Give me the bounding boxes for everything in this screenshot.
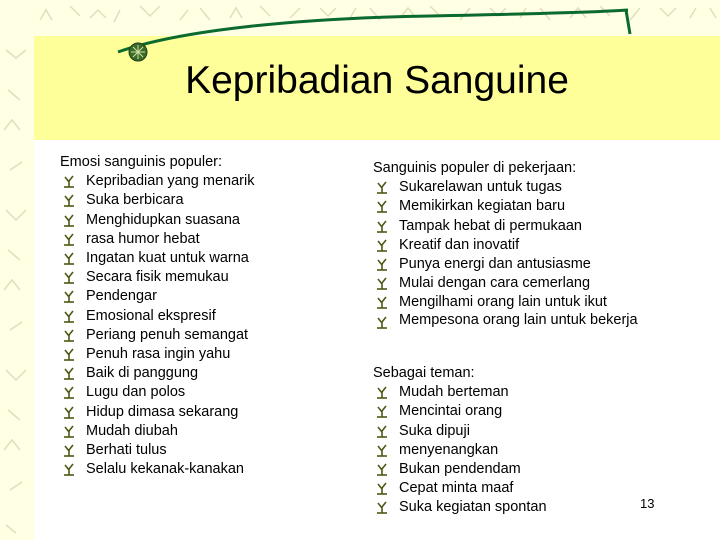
sprout-bullet-icon — [63, 194, 76, 207]
sprout-bullet-icon — [376, 258, 389, 271]
right-bottom-list — [373, 383, 643, 517]
list-item — [373, 383, 643, 402]
list-item — [60, 249, 350, 268]
list-item — [373, 460, 643, 479]
list-item — [373, 217, 643, 236]
sprout-bullet-icon — [376, 181, 389, 194]
list-item — [373, 441, 643, 460]
sprout-bullet-icon — [63, 252, 76, 265]
list-item — [60, 403, 350, 422]
sprout-bullet-icon — [376, 501, 389, 514]
sprout-bullet-icon — [63, 290, 76, 303]
sprout-bullet-icon — [376, 482, 389, 495]
list-item-text: Mencintai orang — [399, 403, 503, 420]
sprout-bullet-icon — [376, 386, 389, 399]
list-item-text: Penuh rasa ingin yahu — [86, 346, 231, 363]
list-item — [60, 364, 350, 383]
list-item-text: Memikirkan kegiatan baru — [399, 198, 566, 215]
list-item-text: Emosional ekspresif — [86, 307, 216, 324]
sprout-bullet-icon — [63, 214, 76, 227]
list-item-text: Kreatif dan inovatif — [399, 236, 520, 253]
page-number: 13 — [640, 496, 655, 511]
list-item — [373, 274, 643, 293]
right-top-column — [373, 159, 643, 328]
list-item — [60, 383, 350, 402]
sprout-bullet-icon — [376, 296, 389, 309]
list-item — [60, 460, 350, 479]
list-item — [60, 172, 350, 191]
sprout-bullet-icon — [376, 200, 389, 213]
sprout-bullet-icon — [63, 233, 76, 246]
list-item-text: Ingatan kuat untuk warna — [86, 250, 249, 267]
list-item-text: Cepat minta maaf — [399, 480, 514, 497]
list-item-text: Suka berbicara — [86, 192, 184, 209]
list-item-text: Selalu kekanak-kanakan — [86, 461, 244, 478]
list-item-text: Pendengar — [86, 288, 157, 305]
list-item-text: Berhati tulus — [86, 442, 167, 459]
left-heading: Emosi sanguinis populer: — [60, 154, 223, 170]
list-item-text: Punya energi dan antusiasme — [399, 256, 591, 273]
list-item — [373, 422, 643, 441]
list-item-text: Mengilhami orang lain untuk ikut — [399, 294, 607, 311]
list-item — [60, 268, 350, 287]
list-item-text: menyenangkan — [399, 441, 499, 458]
left-column — [60, 153, 350, 479]
list-item-text: Mulai dengan cara cemerlang — [399, 275, 591, 292]
sprout-bullet-icon — [63, 425, 76, 438]
right-top-heading: Sanguinis populer di pekerjaan: — [373, 160, 577, 176]
sprout-bullet-icon — [376, 463, 389, 476]
list-item — [373, 178, 643, 197]
list-item — [373, 293, 643, 312]
sprout-bullet-icon — [376, 425, 389, 438]
sprout-bullet-icon — [63, 386, 76, 399]
list-item-text: Hidup dimasa sekarang — [86, 403, 239, 420]
list-item — [60, 287, 350, 306]
left-list — [60, 172, 350, 479]
list-item — [60, 191, 350, 210]
list-item — [373, 236, 643, 255]
sprout-bullet-icon — [63, 406, 76, 419]
list-item — [373, 402, 643, 421]
list-item — [60, 345, 350, 364]
list-item — [60, 211, 350, 230]
right-bottom-column — [373, 364, 643, 518]
list-item — [373, 255, 643, 274]
list-item — [60, 326, 350, 345]
sprout-bullet-icon — [63, 348, 76, 361]
list-item — [373, 197, 643, 216]
sprout-bullet-icon — [376, 220, 389, 233]
list-item-text: Suka dipuji — [399, 422, 470, 439]
slide-title: Kepribadian Sanguine — [185, 59, 569, 102]
list-item-text: Mudah diubah — [86, 422, 178, 439]
list-item-text: Suka kegiatan spontan — [399, 499, 547, 516]
list-item-text: Mudah berteman — [399, 384, 509, 401]
list-item-text: Periang penuh semangat — [86, 326, 249, 343]
list-item — [60, 422, 350, 441]
list-item — [373, 498, 643, 517]
sprout-bullet-icon — [376, 444, 389, 457]
sprout-bullet-icon — [376, 239, 389, 252]
sprout-bullet-icon — [63, 310, 76, 323]
sprout-bullet-icon — [63, 175, 76, 188]
right-top-list — [373, 178, 643, 327]
list-item-text: Mempesona orang lain untuk bekerja — [399, 311, 638, 328]
right-bottom-heading: Sebagai teman: — [373, 365, 475, 381]
list-item — [60, 307, 350, 326]
sprout-bullet-icon — [63, 463, 76, 476]
list-item-text: Menghidupkan suasana — [86, 211, 240, 228]
list-item-text: Secara fisik memukau — [86, 269, 229, 286]
list-item-text: Kepribadian yang menarik — [86, 173, 255, 190]
list-item-text: rasa humor hebat — [86, 230, 200, 247]
sprout-bullet-icon — [376, 277, 389, 290]
sprout-bullet-icon — [63, 271, 76, 284]
list-item — [373, 313, 643, 328]
sprout-bullet-icon — [63, 329, 76, 342]
sprout-bullet-icon — [376, 316, 389, 329]
list-item-text: Bukan pendendam — [399, 461, 521, 478]
list-item-text: Lugu dan polos — [86, 384, 186, 401]
list-item — [60, 230, 350, 249]
list-item-text: Tampak hebat di permukaan — [399, 217, 582, 234]
list-item-text: Sukarelawan untuk tugas — [399, 179, 562, 196]
list-item-text: Baik di panggung — [86, 365, 199, 382]
list-item — [60, 441, 350, 460]
list-item — [373, 479, 643, 498]
sprout-bullet-icon — [376, 405, 389, 418]
sprout-bullet-icon — [63, 444, 76, 457]
sprout-bullet-icon — [63, 367, 76, 380]
